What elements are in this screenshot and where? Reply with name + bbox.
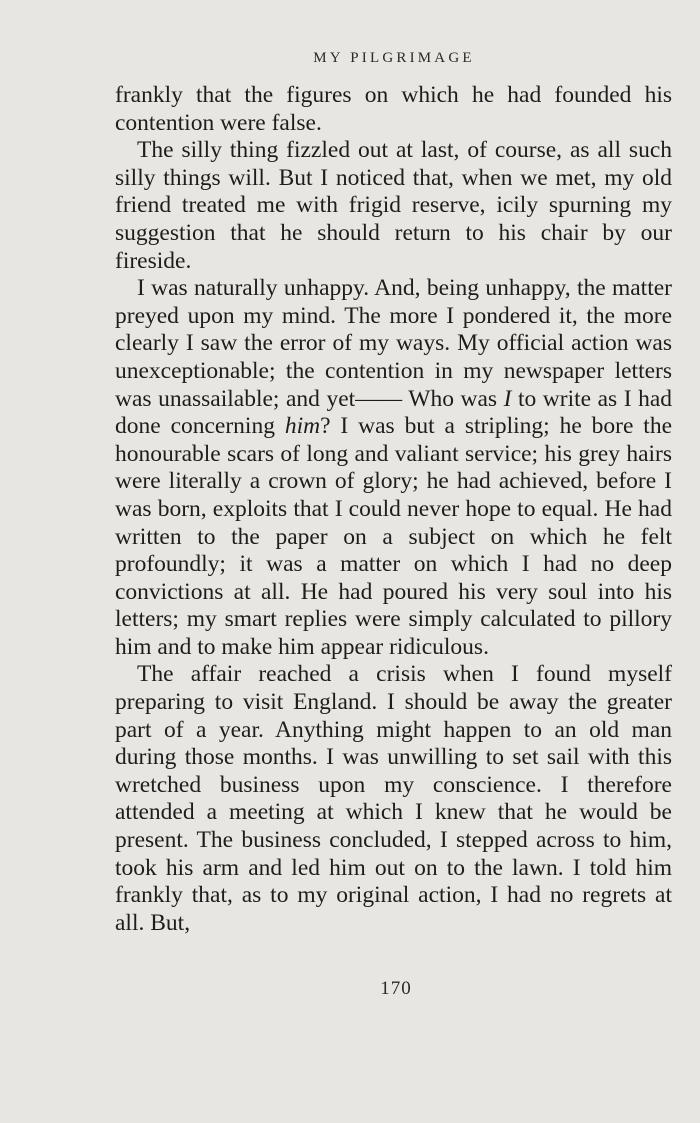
text-run: The silly thing fizzled out at last, of course, as all such silly things will. But I noticed that, when we met, my old friend treated me with frigid reserve, icily spurning my suggestion that he should return to his chair by our fireside. (115, 137, 672, 274)
italic-text: him (284, 413, 321, 440)
italic-text: I (503, 385, 512, 412)
text-run: The affair reached a crisis when I found myself preparing to visit England. I should be away the greater part of a year. Anything might happen to an old man during those months. I was unwilling to set sail with this wretched business upon my conscience. I therefore attended a meeting at which I knew that he would be present. The business concluded, I stepped across to him, took his arm and led him out on to the lawn. I told him frankly that, as to my original action, I had no regrets at all. But, (115, 661, 672, 936)
text-run: to write as I had done concerning (115, 385, 672, 440)
page-number: 170 (380, 978, 412, 999)
paragraph (115, 82, 672, 137)
paragraph (115, 661, 672, 937)
text-run: ? I was but a stripling; he bore the honourable scars of long and valiant service; his grey hairs were literally a crown of glory; he had achieved, before I was born, exploits that I could never hope to equal. He had written to the paper on a subject on which he felt profoundly; it was a matter on which I had no deep convictions at all. He had poured his very soul into his letters; my smart replies were simply calculated to pillory him and to make him appear ridiculous. (115, 413, 672, 660)
text-run: frankly that the figures on which he had founded his contention were false. (115, 82, 672, 136)
running-head: MY PILGRIMAGE (313, 50, 475, 66)
text-run: I was naturally unhappy. And, being unhappy, the matter preyed upon my mind. The more I pondered it, the more clearly I saw the error of my ways. My official action was unexceptionable; the contention in my newspaper letters was unassailable; and yet—— Who was (115, 275, 672, 412)
body-text (115, 82, 672, 937)
paragraph (115, 275, 672, 661)
paragraph (115, 137, 672, 275)
